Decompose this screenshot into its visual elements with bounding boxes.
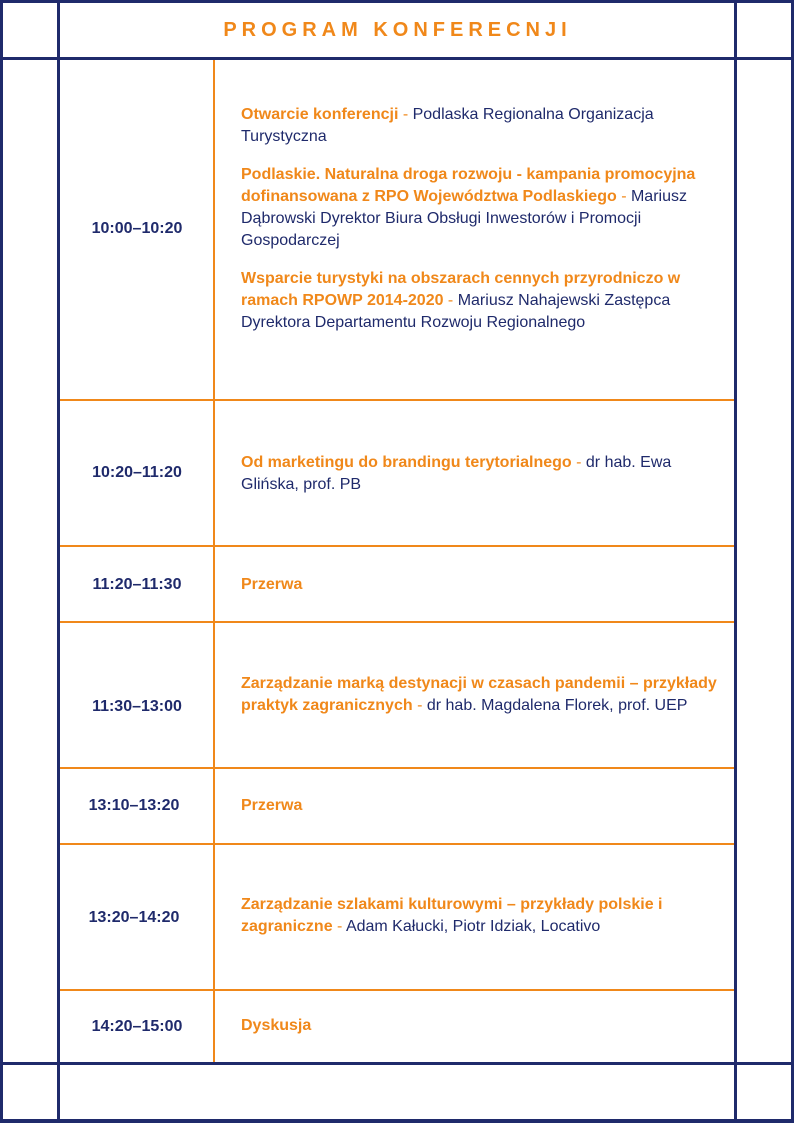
session-content (241, 673, 723, 717)
agenda-item (241, 574, 723, 596)
frame-border-top (0, 0, 794, 3)
separator: - (616, 188, 631, 205)
session-content (241, 452, 723, 496)
row-divider (60, 767, 734, 769)
session-title: Od marketingu do brandingu terytorialnego (241, 454, 572, 471)
session-title: Wsparcie turystyki na obszarach cennych przyrodniczo w ramach RPOWP 2014-2020 (241, 270, 681, 309)
session-speaker: Adam Kałucki, Piotr Idziak, Locativo (345, 918, 601, 935)
frame-inner-right-line (734, 0, 737, 1123)
session-time: 13:20–14:20 (88, 909, 180, 926)
session-speaker: Podlaska Regionalna Organizacja Turystyczna (241, 106, 654, 145)
session-time: 14:20–15:00 (91, 1018, 183, 1035)
separator: - (332, 918, 346, 935)
agenda-item (241, 452, 723, 496)
session-title: Dyskusja (241, 1017, 312, 1034)
agenda-item (241, 268, 723, 334)
agenda-item (241, 795, 723, 817)
row-divider (60, 399, 734, 401)
frame-border-left (0, 0, 3, 1123)
session-content (241, 1015, 723, 1037)
session-speaker: Mariusz Nahajewski Zastępca Dyrektora Departamentu Rozwoju Regionalnego (241, 292, 671, 331)
agenda-item (241, 894, 723, 938)
session-title: Podlaskie. Naturalna droga rozwoju - kampania promocyjna dofinansowana z RPO Województwa Podlaskiego (241, 166, 696, 205)
separator: - (398, 106, 413, 123)
separator: - (443, 292, 458, 309)
page-title: PROGRAM KONFERECNJI (223, 18, 572, 41)
session-time: 11:30–13:00 (92, 698, 182, 715)
footer-divider-line (0, 1062, 794, 1065)
session-content (241, 104, 723, 334)
row-divider (60, 989, 734, 991)
session-content (241, 574, 723, 596)
session-title: Zarządzanie szlakami kulturowymi – przykłady polskie i zagraniczne (241, 896, 663, 935)
agenda-item (241, 1015, 723, 1037)
separator: - (571, 454, 586, 471)
session-title: Zarządzanie marką destynacji w czasach pandemii – przykłady praktyk zagranicznych (241, 675, 717, 714)
header-divider-line (0, 57, 794, 60)
row-divider (60, 545, 734, 547)
session-speaker: dr hab. Magdalena Florek, prof. UEP (426, 697, 688, 714)
frame-inner-left-line (57, 0, 60, 1123)
session-title: Przerwa (241, 576, 303, 593)
session-time: 13:10–13:20 (88, 797, 180, 814)
session-content (241, 894, 723, 938)
session-time: 10:20–11:20 (92, 464, 182, 481)
session-title: Otwarcie konferencji (241, 106, 399, 123)
agenda-item (241, 164, 723, 252)
agenda-item (241, 104, 723, 148)
session-time: 10:00–10:20 (91, 220, 183, 237)
session-time: 11:20–11:30 (92, 576, 182, 593)
session-speaker: Mariusz Dąbrowski Dyrektor Biura Obsługi Inwestorów i Promocji Gospodarczej (241, 188, 687, 249)
agenda-item (241, 673, 723, 717)
row-divider (60, 843, 734, 845)
row-divider (60, 621, 734, 623)
session-title: Przerwa (241, 797, 303, 814)
separator: - (412, 697, 427, 714)
session-content (241, 795, 723, 817)
session-speaker: dr hab. Ewa Glińska, prof. PB (241, 454, 672, 493)
time-column-divider (213, 60, 215, 1062)
frame-border-bottom (0, 1119, 794, 1123)
